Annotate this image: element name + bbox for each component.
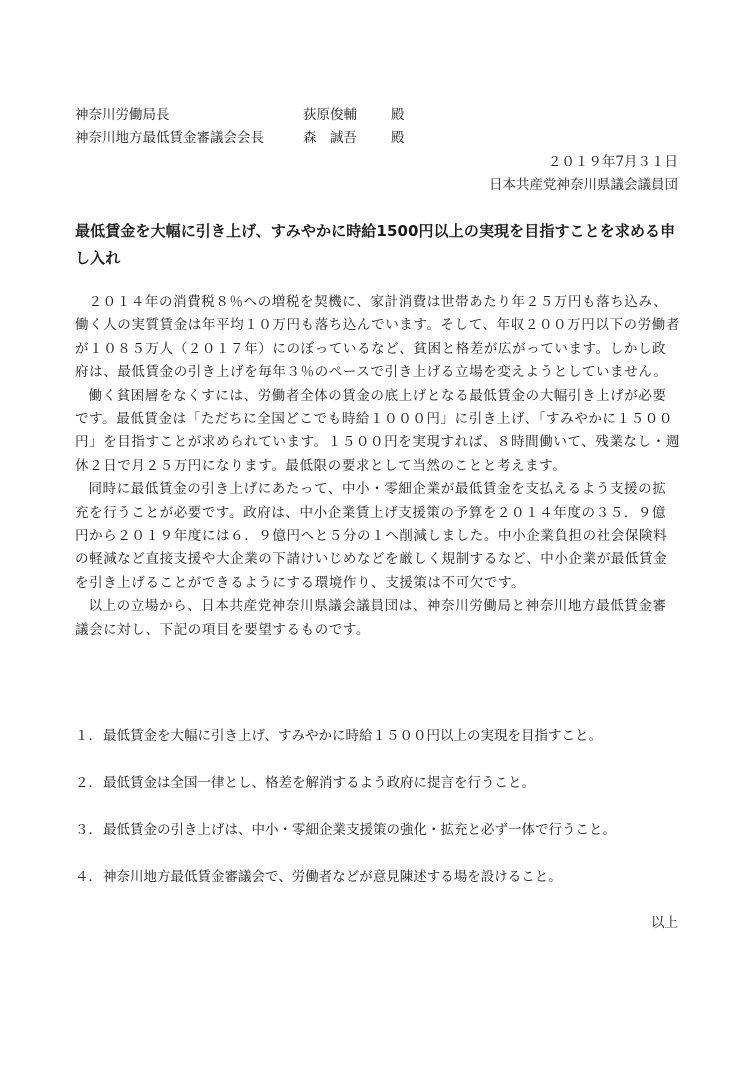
request-number: ４． (75, 869, 102, 885)
sender-organization: 日本共産党神奈川県議会議員団 (489, 177, 678, 193)
request-list (75, 725, 685, 913)
request-number: ２． (75, 775, 102, 791)
request-number: １． (75, 728, 102, 744)
request-item (75, 866, 685, 913)
addressee-name: 森 誠吾 (303, 130, 357, 146)
request-text: 最低賃金を大幅に引き上げ、すみやかに時給１５００円以上の実現を目指すこと。 (103, 728, 602, 744)
request-text: 最低賃金の引き上げは、中小・零細企業支援策の強化・拡充と必ず一体で行うこと。 (103, 822, 616, 838)
addressee-line (75, 127, 405, 150)
document-title: 最低賃金を大幅に引き上げ、すみやかに時給1500円以上の実現を目指すことを求める申し入れ (75, 222, 676, 267)
body-paragraph: 同時に最低賃金の引き上げにあたって、中小・零細企業が最低賃金を支払えるよう支援の拡充を行うことが必要です。政府は、中小企業賃上げ支援策の予算を２０１４年度の３５．９億円から２０１９年度には６．９億円へと５分の１へ削減しました。中小企業負担の社会保険料の軽減など直接支援や大企業の下請けいじめなどを厳しく規制するなど、中小企業が最低賃金を引き上げることができるようにする環境作り、支援策は不可欠です。 (75, 481, 668, 591)
request-item (75, 772, 685, 819)
addressee-line (75, 104, 405, 127)
addressee-block (75, 104, 405, 150)
body-paragraph: ２０１４年の消費税８％への増税を契機に、家計消費は世帯あたり年２５万円も落ち込み、働く人の実質賃金は年平均１０万円も落ち込んでいます。そして、年収２００万円以下の労働者が１０８５万人（２０１７年）にのぼっているなど、貧困と格差が広がっています。しかし政府は、最低賃金の引き上げを毎年３％のペースで引き上げる立場を変えようとしていません。 (75, 294, 680, 381)
body-paragraph: 働く貧困層をなくすには、労働者全体の賃金の底上げとなる最低賃金の大幅引き上げが必要です。最低賃金は「ただちに全国どこでも時給１０００円」に引き上げ、「すみやかに１５００円」を目指すことが求められています。１５００円を実現すれば、８時間働いて、残業なし・週休２日で月２５万円になります。最低限の要求として当然のことと考えます。 (75, 387, 680, 474)
addressee-honorific: 殿 (391, 130, 405, 146)
addressee-honorific: 殿 (391, 107, 405, 123)
request-item (75, 819, 685, 866)
addressee-organization: 神奈川地方最低賃金審議会会長 (75, 130, 264, 146)
request-text: 最低賃金は全国一律とし、格差を解消するよう政府に提言を行うこと。 (103, 775, 535, 791)
addressee-name: 荻原俊輔 (303, 107, 357, 123)
document-date: ２０１９年7月３１日 (547, 154, 678, 170)
document-body (75, 291, 680, 642)
addressee-organization: 神奈川労働局長 (75, 107, 170, 123)
sender-block (489, 151, 678, 197)
request-item (75, 725, 685, 772)
request-text: 神奈川地方最低賃金審議会で、労働者などが意見陳述する場を設けること。 (103, 869, 562, 885)
closing-mark: 以上 (651, 915, 678, 931)
body-paragraph: 以上の立場から、日本共産党神奈川県議会議員団は、神奈川労働局と神奈川地方最低賃金審議会に対し、下記の項目を要望するものです。 (75, 598, 667, 638)
request-number: ３． (75, 822, 102, 838)
